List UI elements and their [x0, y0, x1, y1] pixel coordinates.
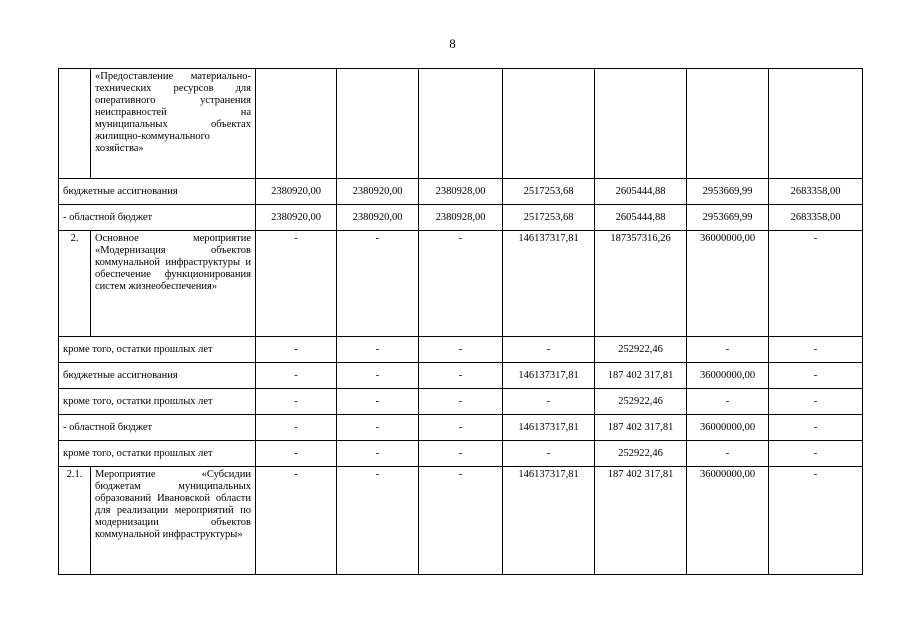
row-label: бюджетные ассигнования: [59, 179, 256, 205]
table-row: [59, 205, 863, 231]
value-cell: [687, 69, 769, 179]
value-cell: 252922,46: [595, 337, 687, 363]
table-row: [59, 363, 863, 389]
value-cell: -: [503, 389, 595, 415]
value-cell: 36000000,00: [687, 415, 769, 441]
item-description: Основное мероприятие «Модернизация объектов коммунальной инфраструктуры и обеспечение функционирования систем жизнеобеспечения»: [91, 231, 256, 337]
value-cell: 2683358,00: [769, 205, 863, 231]
value-cell: [337, 69, 419, 179]
row-label: кроме того, остатки прошлых лет: [59, 337, 256, 363]
value-cell: 2380928,00: [419, 179, 503, 205]
value-cell: -: [256, 231, 337, 337]
value-cell: -: [419, 441, 503, 467]
value-cell: -: [337, 441, 419, 467]
value-cell: -: [337, 337, 419, 363]
value-cell: -: [769, 363, 863, 389]
value-cell: [595, 69, 687, 179]
value-cell: -: [256, 441, 337, 467]
value-cell: -: [687, 389, 769, 415]
value-cell: 2380928,00: [419, 205, 503, 231]
item-description: Мероприятие «Субсидии бюджетам муниципальных образований Ивановской области для реализации мероприятий по модернизации объектов коммунальной инфраструктуры»: [91, 467, 256, 575]
value-cell: 2517253,68: [503, 205, 595, 231]
value-cell: -: [337, 389, 419, 415]
row-label: кроме того, остатки прошлых лет: [59, 389, 256, 415]
index-cell: [59, 69, 91, 179]
value-cell: -: [503, 441, 595, 467]
table-row: [59, 441, 863, 467]
value-cell: 2683358,00: [769, 179, 863, 205]
item-description: «Предоставление материально-технических ресурсов для оперативного устранения неисправностей на муниципальных объектах жилищно-коммунального хозяйства»: [91, 69, 256, 179]
value-cell: [503, 69, 595, 179]
value-cell: 2380920,00: [337, 179, 419, 205]
value-cell: 2380920,00: [256, 179, 337, 205]
budget-table: [58, 68, 863, 575]
value-cell: 2605444,88: [595, 179, 687, 205]
value-cell: -: [419, 467, 503, 575]
value-cell: -: [419, 415, 503, 441]
value-cell: 2953669,99: [687, 205, 769, 231]
row-label: - областной бюджет: [59, 205, 256, 231]
value-cell: 2953669,99: [687, 179, 769, 205]
value-cell: -: [337, 467, 419, 575]
value-cell: -: [337, 415, 419, 441]
table-row: [59, 337, 863, 363]
value-cell: -: [256, 415, 337, 441]
value-cell: 2605444,88: [595, 205, 687, 231]
value-cell: -: [769, 337, 863, 363]
value-cell: -: [687, 441, 769, 467]
value-cell: 187 402 317,81: [595, 467, 687, 575]
table-row: [59, 389, 863, 415]
row-label: кроме того, остатки прошлых лет: [59, 441, 256, 467]
page-number: 8: [449, 36, 456, 51]
value-cell: 146137317,81: [503, 231, 595, 337]
value-cell: -: [769, 389, 863, 415]
value-cell: -: [769, 231, 863, 337]
value-cell: 252922,46: [595, 441, 687, 467]
value-cell: -: [256, 467, 337, 575]
table-row: [59, 467, 863, 575]
value-cell: 187357316,26: [595, 231, 687, 337]
value-cell: -: [419, 389, 503, 415]
item-index: 2.1.: [59, 467, 91, 575]
value-cell: 36000000,00: [687, 363, 769, 389]
value-cell: -: [687, 337, 769, 363]
value-cell: [769, 69, 863, 179]
value-cell: -: [256, 389, 337, 415]
value-cell: 36000000,00: [687, 467, 769, 575]
value-cell: -: [503, 337, 595, 363]
value-cell: 187 402 317,81: [595, 415, 687, 441]
value-cell: -: [769, 441, 863, 467]
value-cell: 187 402 317,81: [595, 363, 687, 389]
value-cell: 252922,46: [595, 389, 687, 415]
value-cell: 2517253,68: [503, 179, 595, 205]
value-cell: -: [256, 363, 337, 389]
value-cell: 36000000,00: [687, 231, 769, 337]
value-cell: -: [419, 231, 503, 337]
value-cell: -: [419, 363, 503, 389]
value-cell: 2380920,00: [337, 205, 419, 231]
value-cell: -: [769, 467, 863, 575]
table-row: [59, 179, 863, 205]
value-cell: -: [419, 337, 503, 363]
value-cell: 146137317,81: [503, 415, 595, 441]
value-cell: [419, 69, 503, 179]
table-row: [59, 415, 863, 441]
row-label: - областной бюджет: [59, 415, 256, 441]
table-row: [59, 231, 863, 337]
value-cell: 2380920,00: [256, 205, 337, 231]
item-index: 2.: [59, 231, 91, 337]
value-cell: 146137317,81: [503, 363, 595, 389]
row-label: бюджетные ассигнования: [59, 363, 256, 389]
value-cell: [256, 69, 337, 179]
value-cell: 146137317,81: [503, 467, 595, 575]
value-cell: -: [769, 415, 863, 441]
value-cell: -: [337, 363, 419, 389]
value-cell: -: [337, 231, 419, 337]
table-row: [59, 69, 863, 179]
value-cell: -: [256, 337, 337, 363]
